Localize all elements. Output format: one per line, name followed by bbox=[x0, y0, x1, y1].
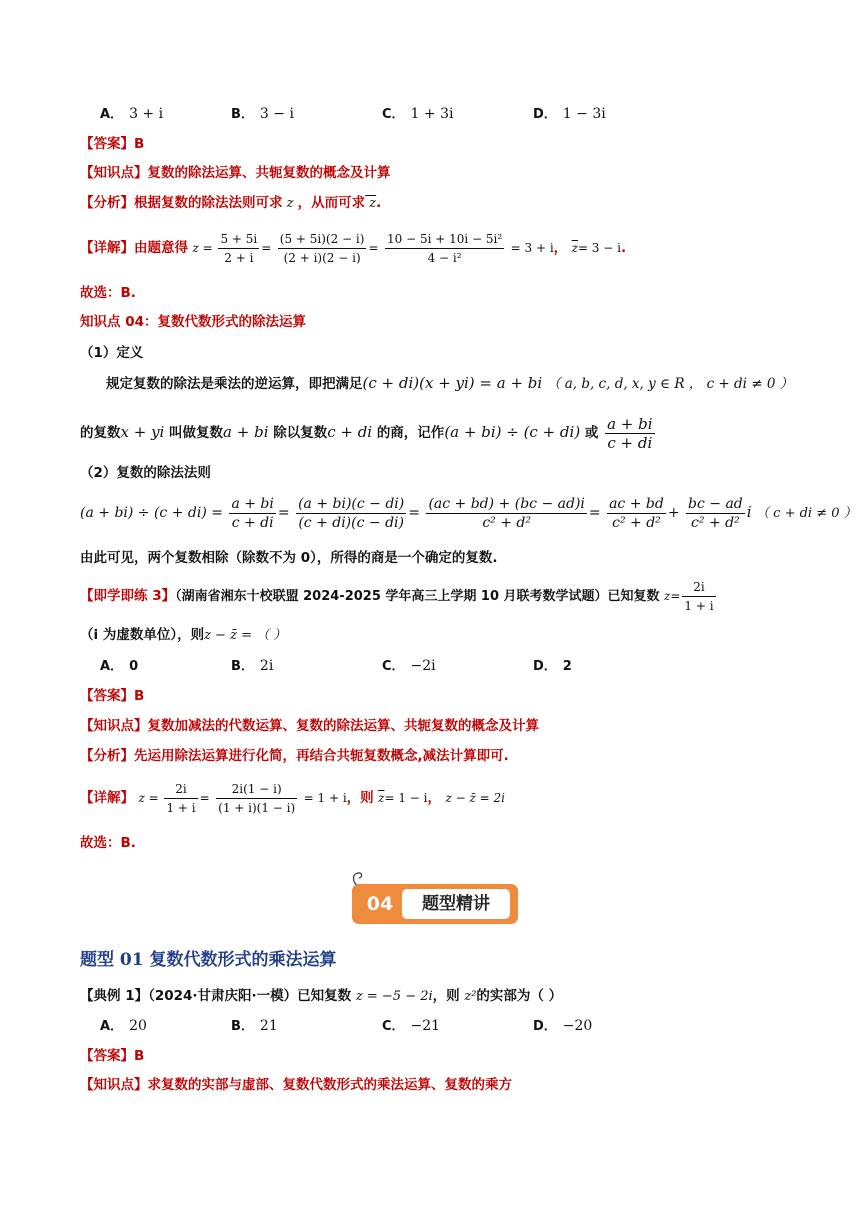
prev-detail: 【详解】由题意得 z = $\frac{5 + 5i}{2 + i}$ = $\frac{(5 + 5i)(2 - i)}{(2 + i)(2 - i)}$ = $\frac{\text{10 − 5i + 10i − 5i²}}{\text{4 − i²}}$ = 3 + i， $\overline{z}= 3 - i$. bbox=[80, 231, 627, 265]
fraction: $\frac{(5 + 5i)(2 - i)}{(2 + i)(2 - i)}$ bbox=[279, 231, 365, 265]
fraction: $\frac{\text{10 − 5i + 10i − 5i²}}{\text{4 − i²}}$ bbox=[386, 231, 503, 265]
fraction: $\frac{5 + 5i}{2 + i}$ bbox=[220, 231, 258, 265]
fraction: $\frac{a + bi}{c + di}$ bbox=[231, 495, 274, 531]
fraction: $\frac{(a + bi)(c - di)}{(c + di)(c - di)}$ bbox=[298, 495, 405, 531]
option-b: B． 3 − i bbox=[231, 106, 294, 122]
fraction: $\frac{2i(1 - i)}{(1 + i)(1 - i)}$ bbox=[218, 781, 296, 815]
practice3-answer: 【答案】B bbox=[80, 688, 145, 704]
practice3-choice: 故选：B. bbox=[80, 835, 136, 851]
practice3-stem: 【即学即练 3】（湖南省湘东十校联盟 2024-2025 学年高三上学期 10 月联考数学试题）已知复数 z= $\frac{2i}{1 + i}$ bbox=[80, 579, 714, 613]
kp04-definition-title: （1）定义 bbox=[80, 345, 144, 361]
section-banner bbox=[352, 876, 518, 926]
type01-answer: 【答案】B bbox=[80, 1048, 145, 1064]
kp04-definition-line2: 的复数x + yi 叫做复数a + bi 除以复数c + di 的商，记作(a + bi) ÷ (c + di) 或 $\frac{a + bi}{c + di}$ bbox=[80, 414, 653, 452]
fraction: $\frac{bc - ad}{\text{c² + d²}}$ bbox=[688, 495, 743, 531]
banner-number: 04 bbox=[366, 893, 394, 915]
type01-heading: 题型 01 复数代数形式的乘法运算 bbox=[80, 950, 337, 970]
option-c: C． −21 bbox=[382, 1018, 441, 1034]
practice3-knowledge-point: 【知识点】复数加减法的代数运算、复数的除法运算、共轭复数的概念及计算 bbox=[80, 718, 539, 734]
prev-knowledge-point: 【知识点】复数的除法运算、共轭复数的概念及计算 bbox=[80, 165, 391, 181]
option-d: D． −20 bbox=[533, 1018, 593, 1034]
prev-analysis: 【分析】根据复数的除法法则可求 z ，从而可求 z. bbox=[80, 195, 382, 211]
kp04-definition-line1: 规定复数的除法是乘法的逆运算，即把满足(c + di)(x + yi) = a + bi （ a, b, c, d, x, y ∈ R ， c + di ≠ 0 ） bbox=[106, 374, 794, 392]
option-d: D． 1 − 3i bbox=[533, 106, 606, 122]
kp04-conclusion: 由此可见，两个复数相除（除数不为 0），所得的商是一个确定的复数. bbox=[80, 550, 498, 566]
option-d: D． 2 bbox=[533, 659, 572, 674]
prev-choice: 故选：B. bbox=[80, 285, 136, 301]
practice3-stem-line2: （i 为虚数单位），则z − z̄ = （ ） bbox=[80, 627, 287, 643]
fraction: $\frac{2i}{1 + i}$ bbox=[166, 781, 196, 815]
practice3-analysis: 【分析】先运用除法运算进行化简，再结合共轭复数概念,减法计算即可. bbox=[80, 748, 509, 764]
kp04-rule-title: （2）复数的除法法则 bbox=[80, 465, 211, 481]
option-c: C． 1 + 3i bbox=[382, 106, 454, 122]
fraction: $\frac{ac + bd}{\text{c² + d²}}$ bbox=[609, 495, 664, 531]
prev-answer: 【答案】B bbox=[80, 136, 145, 152]
type01-knowledge-point: 【知识点】求复数的实部与虚部、复数代数形式的乘法运算、复数的乘方 bbox=[80, 1077, 512, 1093]
option-a: A． 0 bbox=[100, 659, 139, 674]
practice3-detail: 【详解】 z = $\frac{2i}{1 + i}$ = $\frac{2i(1 - i)}{(1 + i)(1 - i)}$ = 1 + i，则 $\overline{z}= 1 - i$， z − z̄ = 2i bbox=[80, 781, 505, 815]
kp04-rule-formula: (a + bi) ÷ (c + di) = $\frac{a + bi}{c + di}$ = $\frac{(a + bi)(c - di)}{(c + di)(c - di)}$ = $\frac{(ac + bd) + (bc - ad)i}{\text{c² + d²}}$ = $\frac{ac + bd}{\text{c² + d²}}$ + $\frac{bc - ad}{\text{c² + d²}}$ i （ c + di ≠ 0 ） bbox=[80, 495, 857, 531]
kp04-heading: 知识点 04：复数代数形式的除法运算 bbox=[80, 314, 306, 330]
option-a: A． 3 + i bbox=[100, 106, 164, 122]
option-c: C． −2i bbox=[382, 658, 436, 674]
banner-title: 题型精讲 bbox=[402, 889, 510, 919]
option-b: B． 21 bbox=[231, 1018, 278, 1034]
option-b: B． 2i bbox=[231, 658, 274, 674]
type01-stem: 【典例 1】（2024·甘肃庆阳·一模）已知复数 z = −5 − 2i，则 z²的实部为（ ） bbox=[80, 988, 563, 1004]
fraction: $\frac{(ac + bd) + (bc - ad)i}{\text{c² + d²}}$ bbox=[428, 495, 585, 531]
fraction: $\frac{a + bi}{c + di}$ bbox=[607, 414, 653, 452]
fraction: $\frac{2i}{1 + i}$ bbox=[684, 579, 714, 613]
option-a: A． 20 bbox=[100, 1018, 147, 1034]
